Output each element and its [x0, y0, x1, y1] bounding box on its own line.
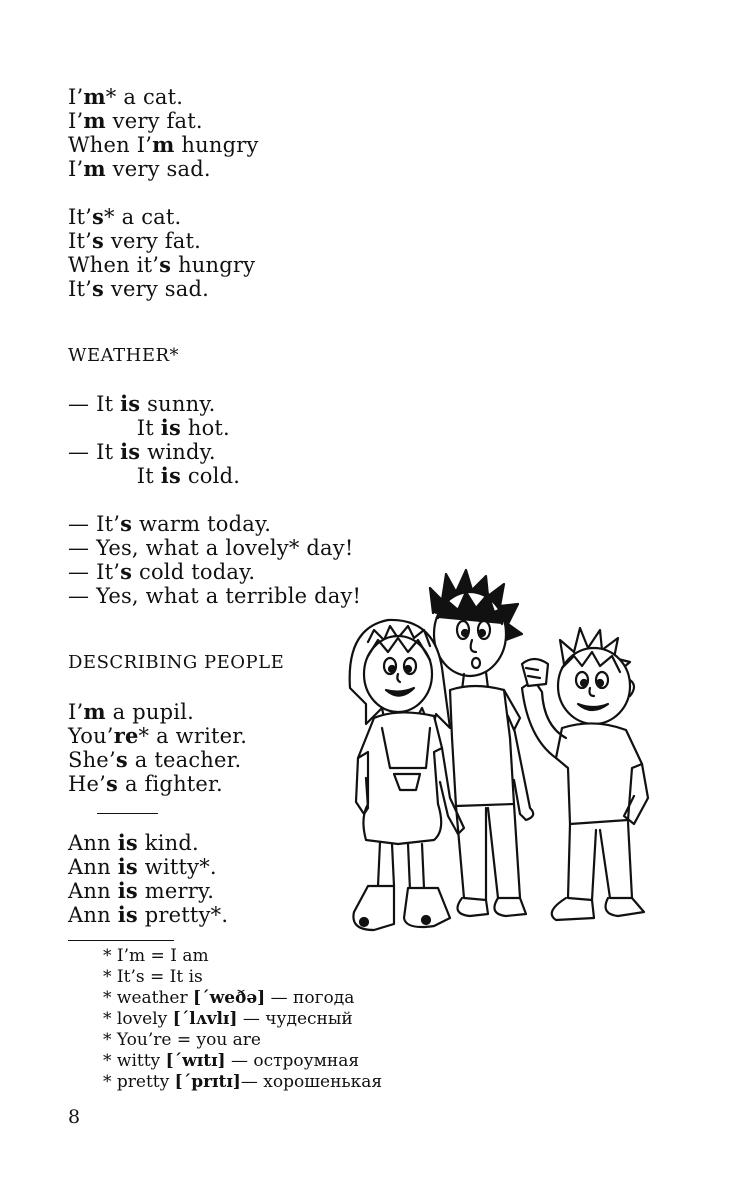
- text-run: I’: [68, 700, 84, 724]
- text-run: s: [159, 252, 172, 277]
- text-run: * lovely: [103, 1009, 173, 1029]
- text-run: cold.: [180, 464, 241, 488]
- text-run: m: [83, 84, 106, 109]
- text-run: m: [83, 699, 106, 724]
- describing-people-heading: DESCRIBING PEOPLE: [68, 652, 285, 673]
- text-line: [103, 946, 209, 966]
- text-run: — погода: [265, 988, 355, 1008]
- text-run: hungry: [171, 253, 256, 277]
- text-run: m: [83, 156, 106, 181]
- text-run: sunny.: [140, 392, 216, 416]
- text-run: warm today.: [132, 512, 272, 536]
- text-run: witty*.: [137, 855, 217, 879]
- text-line: [68, 133, 259, 157]
- text-line: [68, 416, 230, 440]
- text-run: I’: [68, 85, 84, 109]
- text-line: [103, 967, 203, 987]
- text-run: It’: [68, 205, 93, 229]
- text-run: very fat.: [105, 109, 203, 133]
- text-line: [103, 1072, 382, 1092]
- text-run: It’: [68, 277, 93, 301]
- text-run: * a cat.: [104, 205, 182, 229]
- text-run: very sad.: [105, 157, 211, 181]
- text-run: [ˊlʌvlɪ]: [172, 1009, 238, 1029]
- text-run: s: [120, 511, 133, 536]
- text-run: s: [92, 204, 105, 229]
- text-run: is: [120, 391, 141, 416]
- text-run: — It’: [68, 560, 121, 584]
- text-run: windy.: [140, 440, 216, 464]
- text-run: is: [117, 902, 138, 927]
- text-line: [68, 772, 223, 796]
- text-line: [68, 464, 240, 488]
- text-run: I’: [68, 109, 84, 133]
- text-line: [68, 440, 216, 464]
- text-run: s: [115, 747, 128, 772]
- text-run: I’: [68, 157, 84, 181]
- text-run: — It: [68, 440, 121, 464]
- text-run: — остроумная: [225, 1051, 360, 1071]
- text-line: [68, 560, 255, 584]
- text-run: kind.: [137, 831, 199, 855]
- text-line: [68, 157, 211, 181]
- text-run: is: [160, 415, 181, 440]
- text-run: cold today.: [132, 560, 256, 584]
- text-run: — It: [68, 392, 121, 416]
- text-line: [68, 109, 203, 133]
- text-run: [ˊprɪtɪ]: [174, 1072, 241, 1092]
- text-run: — It’: [68, 512, 121, 536]
- text-run: * pretty: [103, 1072, 175, 1092]
- text-line: [68, 724, 247, 748]
- text-line: [103, 988, 354, 1008]
- text-run: merry.: [137, 879, 215, 903]
- text-line: [103, 1009, 353, 1029]
- text-run: hot.: [180, 416, 230, 440]
- text-line: [68, 831, 199, 855]
- text-line: [68, 205, 181, 229]
- tall-boy-figure: [430, 570, 533, 916]
- text-line: [68, 229, 201, 253]
- text-line: [68, 392, 215, 416]
- text-line: [68, 277, 209, 301]
- text-run: is: [160, 463, 181, 488]
- text-run: * a cat.: [105, 85, 184, 109]
- weather-heading: WEATHER*: [68, 345, 180, 366]
- text-run: — Yes, what a lovely* day!: [68, 536, 354, 560]
- text-run: It: [68, 416, 161, 440]
- text-line: [68, 584, 361, 608]
- text-line: [103, 1051, 359, 1071]
- text-run: a teacher.: [127, 748, 242, 772]
- text-run: It’: [68, 229, 93, 253]
- text-run: * a writer.: [138, 724, 248, 748]
- text-line: [68, 85, 183, 109]
- text-run: s: [120, 559, 133, 584]
- text-run: Ann: [68, 879, 118, 903]
- text-run: m: [152, 132, 175, 157]
- footnote-rule: [68, 940, 174, 941]
- text-run: * I’m = I am: [103, 946, 209, 966]
- text-run: m: [83, 108, 106, 133]
- text-run: [ˊwɪtɪ]: [165, 1051, 226, 1071]
- text-run: [ˊweðə]: [193, 988, 266, 1008]
- text-run: * weather: [103, 988, 194, 1008]
- text-run: s: [92, 228, 105, 253]
- text-run: very sad.: [104, 277, 210, 301]
- text-run: s: [92, 276, 105, 301]
- text-run: Ann: [68, 903, 118, 927]
- text-run: is: [120, 439, 141, 464]
- text-run: re: [113, 723, 139, 748]
- text-line: [68, 700, 194, 724]
- text-run: — хорошенькая: [240, 1072, 383, 1092]
- text-run: — чудесный: [237, 1009, 353, 1029]
- text-line: [68, 536, 353, 560]
- text-run: a pupil.: [105, 700, 194, 724]
- text-run: is: [117, 854, 138, 879]
- text-run: Ann: [68, 855, 118, 879]
- text-line: [68, 512, 271, 536]
- text-run: a fighter.: [118, 772, 223, 796]
- text-run: s: [106, 771, 119, 796]
- text-run: — Yes, what a terrible day!: [68, 584, 362, 608]
- page-number: 8: [68, 1106, 81, 1128]
- text-run: very fat.: [104, 229, 201, 253]
- text-run: * witty: [103, 1051, 166, 1071]
- text-run: hungry: [174, 133, 259, 157]
- text-run: * You’re = you are: [103, 1030, 261, 1050]
- section-divider: [97, 813, 158, 814]
- text-run: She’: [68, 748, 116, 772]
- text-run: When it’: [68, 253, 160, 277]
- text-run: You’: [68, 724, 114, 748]
- text-line: [103, 1030, 261, 1050]
- text-run: It: [68, 464, 161, 488]
- text-run: Ann: [68, 831, 118, 855]
- text-line: [68, 903, 228, 927]
- flexing-boy-figure: [522, 628, 648, 920]
- text-line: [68, 253, 255, 277]
- text-run: When I’: [68, 133, 153, 157]
- text-run: is: [117, 878, 138, 903]
- text-line: [68, 748, 241, 772]
- text-line: [68, 855, 217, 879]
- text-line: [68, 879, 214, 903]
- text-run: He’: [68, 772, 107, 796]
- text-run: is: [117, 830, 138, 855]
- text-run: pretty*.: [137, 903, 229, 927]
- children-illustration: [338, 568, 658, 940]
- text-run: * It’s = It is: [103, 967, 203, 987]
